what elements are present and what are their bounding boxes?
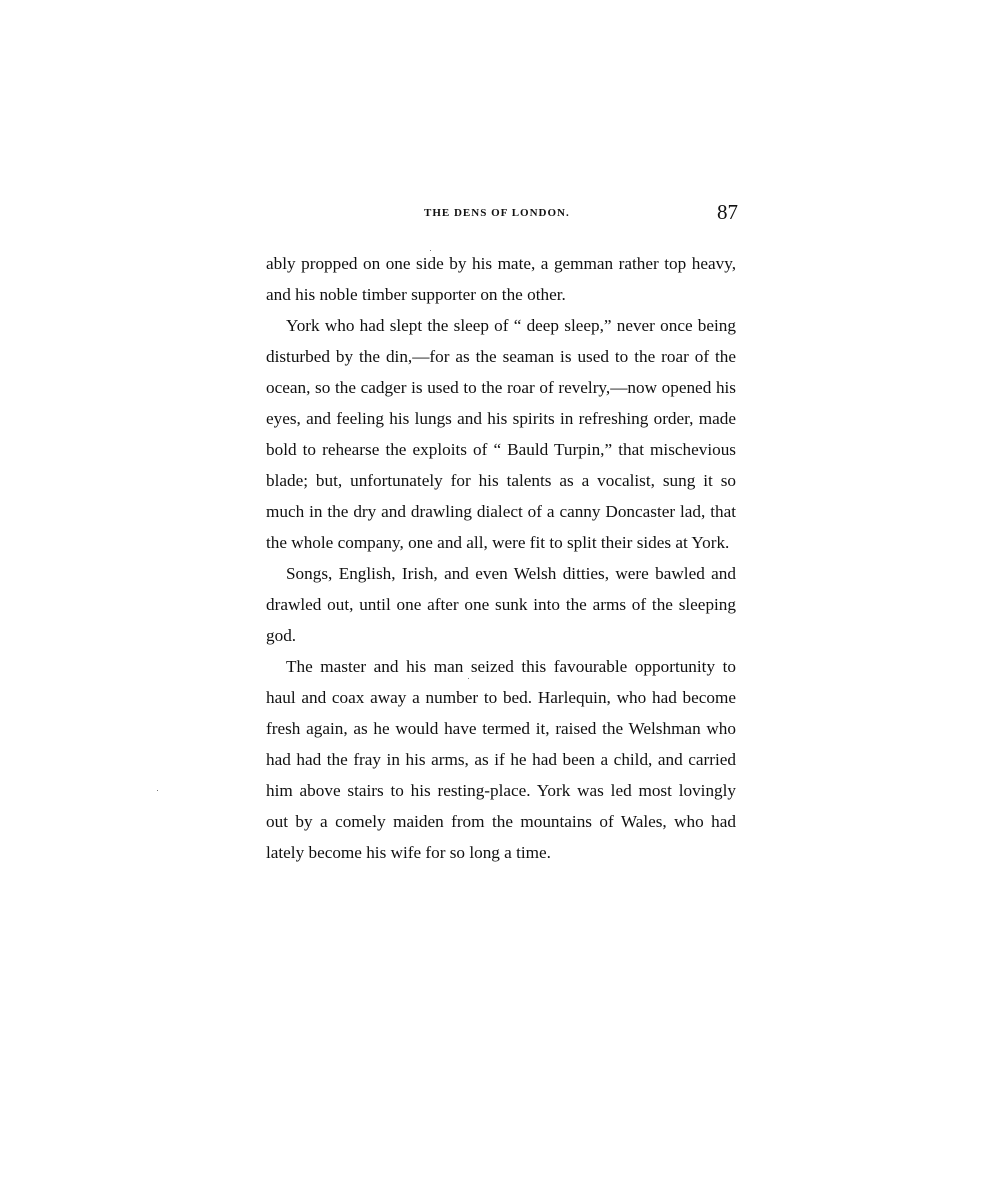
scan-speck: [157, 790, 158, 791]
paragraph: Songs, English, Irish, and even Welsh ditties, were bawled and drawled out, until one after one sunk into the arms of the sleeping god.: [266, 564, 736, 645]
page-number: 87: [717, 200, 738, 224]
scan-speck: [430, 250, 431, 251]
paragraph: York who had slept the sleep of “ deep sleep,” never once being disturbed by the din,—for as the seaman is used to the roar of the ocean, so the cadger is used to the roar of revelry,—now opened his eyes, and feeling his lungs and his spirits in refreshing order, made bold to rehearse the exploits of “ Bauld Turpin,” that mischevious blade; but, unfortunately for his talents as a vocalist, sung it so much in the dry and drawling dialect of a canny Doncaster lad, that the whole company, one and all, were fit to split their sides at York.: [266, 316, 736, 552]
paragraph: The master and his man seized this favourable opportunity to haul and coax away a number to bed. Harlequin, who had become fresh again, as he would have termed it, raised the Welshman who had had the fray in his arms, as if he had been a child, and carried him above stairs to his resting-place. York was led most lovingly out by a comely maiden from the mountains of Wales, who had lately become his wife for so long a time.: [266, 657, 736, 862]
scan-speck: [468, 678, 469, 679]
running-title: THE DENS OF LONDON.: [424, 207, 570, 219]
paragraph: ably propped on one side by his mate, a gemman rather top heavy, and his noble timber supporter on the other.: [266, 254, 736, 304]
body-text: [266, 248, 736, 868]
running-head: [264, 200, 740, 230]
